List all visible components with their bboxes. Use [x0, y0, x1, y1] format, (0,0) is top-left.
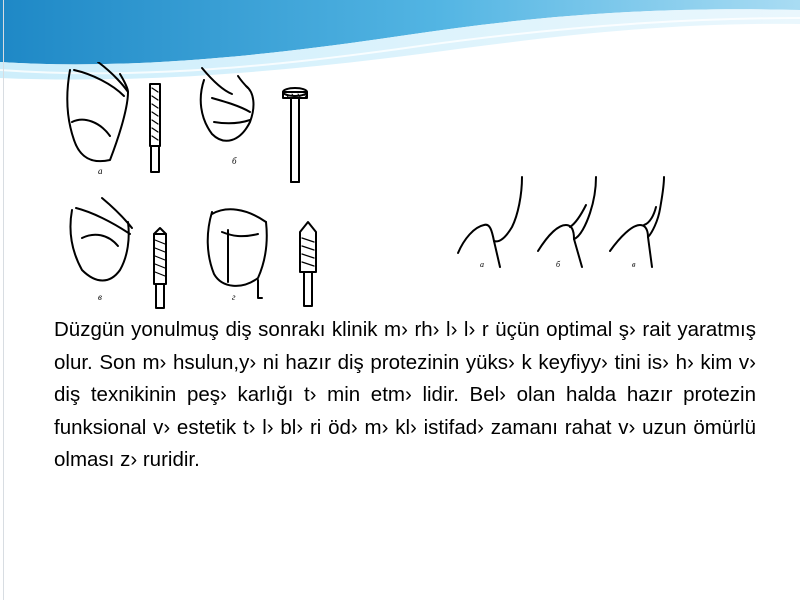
profile-b: [538, 177, 596, 267]
label-a: а: [98, 166, 103, 176]
left-border-line: [3, 0, 4, 600]
bur-2: [283, 88, 307, 182]
profile-label-v: в: [632, 260, 636, 269]
label-v: в: [98, 292, 102, 302]
tooth-v: [70, 198, 132, 281]
tooth-a: [67, 62, 128, 161]
bur-3: [154, 228, 166, 308]
bur-4: [300, 222, 316, 306]
profile-label-a: а: [480, 260, 484, 269]
profile-a: [458, 177, 522, 267]
tooth-b: [201, 68, 254, 141]
profile-label-b: б: [556, 260, 561, 269]
bur-1: [150, 84, 160, 172]
profile-v: [610, 177, 664, 267]
label-b: б: [232, 156, 237, 166]
tooth-g: [208, 209, 267, 298]
tooth-preparation-illustration: [62, 62, 332, 317]
tooth-profile-illustration: [456, 175, 680, 275]
body-paragraph: Düzgün yonulmuş diş sonrakı klinik m› rh› l› l› r üçün optimal ş› rait yaratmış olur. Son m› hsulun,y› ni hazır diş protezinin yüks› k keyfiyy› tini is› h› kim v› diş texnikinin peş› karlığı t› min etm› lidir. Bel› olan halda hazır protezin funksional v› estetik t› l› bl› ri öd› m› kl› istifad› zamanı rahat v› uzun ömürlü olması z› ruridir.: [54, 318, 756, 471]
label-g: г: [232, 292, 236, 302]
